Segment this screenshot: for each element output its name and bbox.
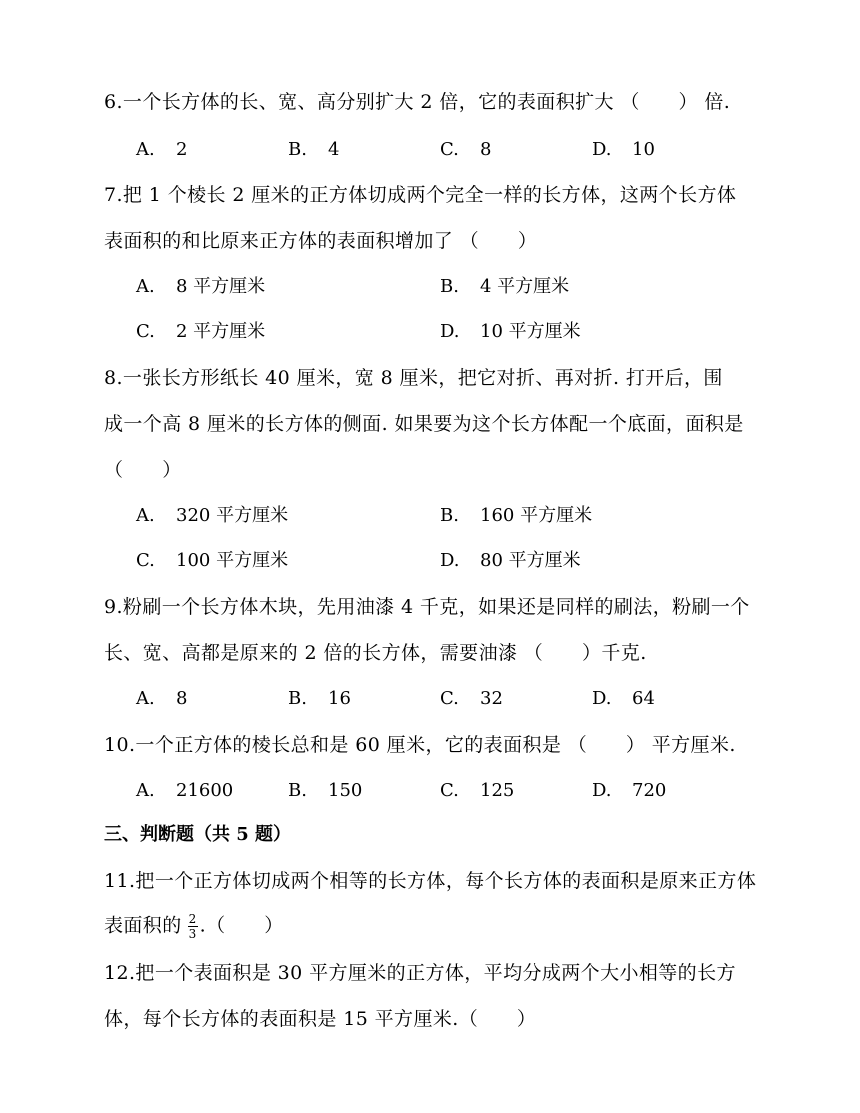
question-7-option-a bbox=[136, 275, 265, 299]
question-6-option-a bbox=[136, 138, 187, 162]
question-6-option-b bbox=[288, 138, 339, 162]
option-letter: A. bbox=[136, 780, 155, 801]
question-8-line-2: 成一个高 8 厘米的长方体的侧面. 如果要为这个长方体配一个底面，面积是 bbox=[104, 413, 744, 435]
question-8-option-d bbox=[440, 549, 581, 573]
question-10-option-c bbox=[440, 779, 514, 803]
option-letter: C. bbox=[440, 688, 459, 709]
option-letter: D. bbox=[440, 321, 460, 342]
question-8-line-3: （ ） bbox=[104, 459, 182, 481]
option-value: 10 平方厘米 bbox=[480, 321, 581, 342]
option-letter: C. bbox=[440, 780, 459, 801]
question-8-option-c bbox=[136, 549, 288, 573]
question-10-option-a bbox=[136, 779, 233, 803]
option-value: 21600 bbox=[176, 780, 234, 801]
question-9-option-c bbox=[440, 687, 503, 711]
question-6-text: 6.一个长方体的长、宽、高分别扩大 2 倍，它的表面积扩大 （ ） 倍. bbox=[104, 91, 731, 113]
option-value: 160 平方厘米 bbox=[480, 505, 593, 526]
question-10-text: 10.一个正方体的棱长总和是 60 厘米，它的表面积是 （ ） 平方厘米. bbox=[104, 734, 736, 756]
option-value: 8 平方厘米 bbox=[176, 276, 266, 297]
option-value: 4 bbox=[328, 139, 340, 160]
option-letter: B. bbox=[440, 276, 459, 297]
option-letter: C. bbox=[136, 321, 155, 342]
question-12-line-2: 体，每个长方体的表面积是 15 平方厘米.（ ） bbox=[104, 1008, 537, 1030]
question-7-option-c bbox=[136, 320, 265, 344]
option-letter: A. bbox=[136, 276, 155, 297]
question-9-option-d bbox=[592, 687, 655, 711]
option-letter: D. bbox=[592, 688, 612, 709]
option-value: 2 平方厘米 bbox=[176, 321, 266, 342]
question-7-option-b bbox=[440, 275, 569, 299]
question-6-option-c bbox=[440, 138, 491, 162]
option-value: 64 bbox=[632, 688, 655, 709]
question-9-option-b bbox=[288, 687, 351, 711]
option-value: 10 bbox=[632, 139, 655, 160]
question-12-line-1: 12.把一个表面积是 30 平方厘米的正方体，平均分成两个大小相等的长方 bbox=[104, 962, 736, 984]
option-letter: A. bbox=[136, 139, 155, 160]
option-letter: C. bbox=[136, 550, 155, 571]
option-letter: B. bbox=[288, 688, 307, 709]
fraction-denominator: 3 bbox=[188, 927, 197, 941]
option-letter: C. bbox=[440, 139, 459, 160]
option-value: 150 bbox=[328, 780, 363, 801]
question-11-prefix: 表面积的 bbox=[104, 914, 182, 937]
question-11-line-2 bbox=[104, 913, 284, 940]
option-letter: A. bbox=[136, 505, 155, 526]
option-value: 100 平方厘米 bbox=[176, 550, 289, 571]
question-11-suffix: .（ ） bbox=[199, 914, 284, 937]
question-8-option-a bbox=[136, 504, 288, 528]
question-7-line-1: 7.把 1 个棱长 2 厘米的正方体切成两个完全一样的长方体，这两个长方体 bbox=[104, 184, 737, 206]
question-8-line-1: 8.一张长方形纸长 40 厘米，宽 8 厘米，把它对折、再对折. 打开后，围 bbox=[104, 367, 723, 389]
option-value: 125 bbox=[480, 780, 515, 801]
option-value: 80 平方厘米 bbox=[480, 550, 581, 571]
option-letter: D. bbox=[592, 780, 612, 801]
option-letter: A. bbox=[136, 688, 155, 709]
option-value: 2 bbox=[176, 139, 188, 160]
option-value: 720 bbox=[632, 780, 667, 801]
option-value: 8 bbox=[176, 688, 188, 709]
question-9-line-2: 长、宽、高都是原来的 2 倍的长方体，需要油漆 （ ）千克. bbox=[104, 642, 647, 664]
option-value: 4 平方厘米 bbox=[480, 276, 570, 297]
fraction bbox=[188, 913, 198, 940]
question-7-option-d bbox=[440, 320, 581, 344]
question-6-option-d bbox=[592, 138, 655, 162]
option-value: 32 bbox=[480, 688, 503, 709]
question-9-line-1: 9.粉刷一个长方体木块，先用油漆 4 千克，如果还是同样的刷法，粉刷一个 bbox=[104, 596, 750, 618]
option-letter: D. bbox=[440, 550, 460, 571]
question-11-line-1: 11.把一个正方体切成两个相等的长方体，每个长方体的表面积是原来正方体 bbox=[104, 870, 757, 892]
question-10-option-b bbox=[288, 779, 362, 803]
question-9-option-a bbox=[136, 687, 187, 711]
option-value: 320 平方厘米 bbox=[176, 505, 289, 526]
section-heading: 三、判断题（共 5 题） bbox=[104, 824, 292, 845]
option-letter: B. bbox=[440, 505, 459, 526]
option-letter: D. bbox=[592, 139, 612, 160]
option-value: 8 bbox=[480, 139, 492, 160]
question-8-option-b bbox=[440, 504, 592, 528]
question-10-option-d bbox=[592, 779, 666, 803]
question-7-line-2: 表面积的和比原来正方体的表面积增加了 （ ） bbox=[104, 230, 538, 252]
option-value: 16 bbox=[328, 688, 351, 709]
option-letter: B. bbox=[288, 139, 307, 160]
option-letter: B. bbox=[288, 780, 307, 801]
fraction-numerator: 2 bbox=[188, 912, 197, 926]
